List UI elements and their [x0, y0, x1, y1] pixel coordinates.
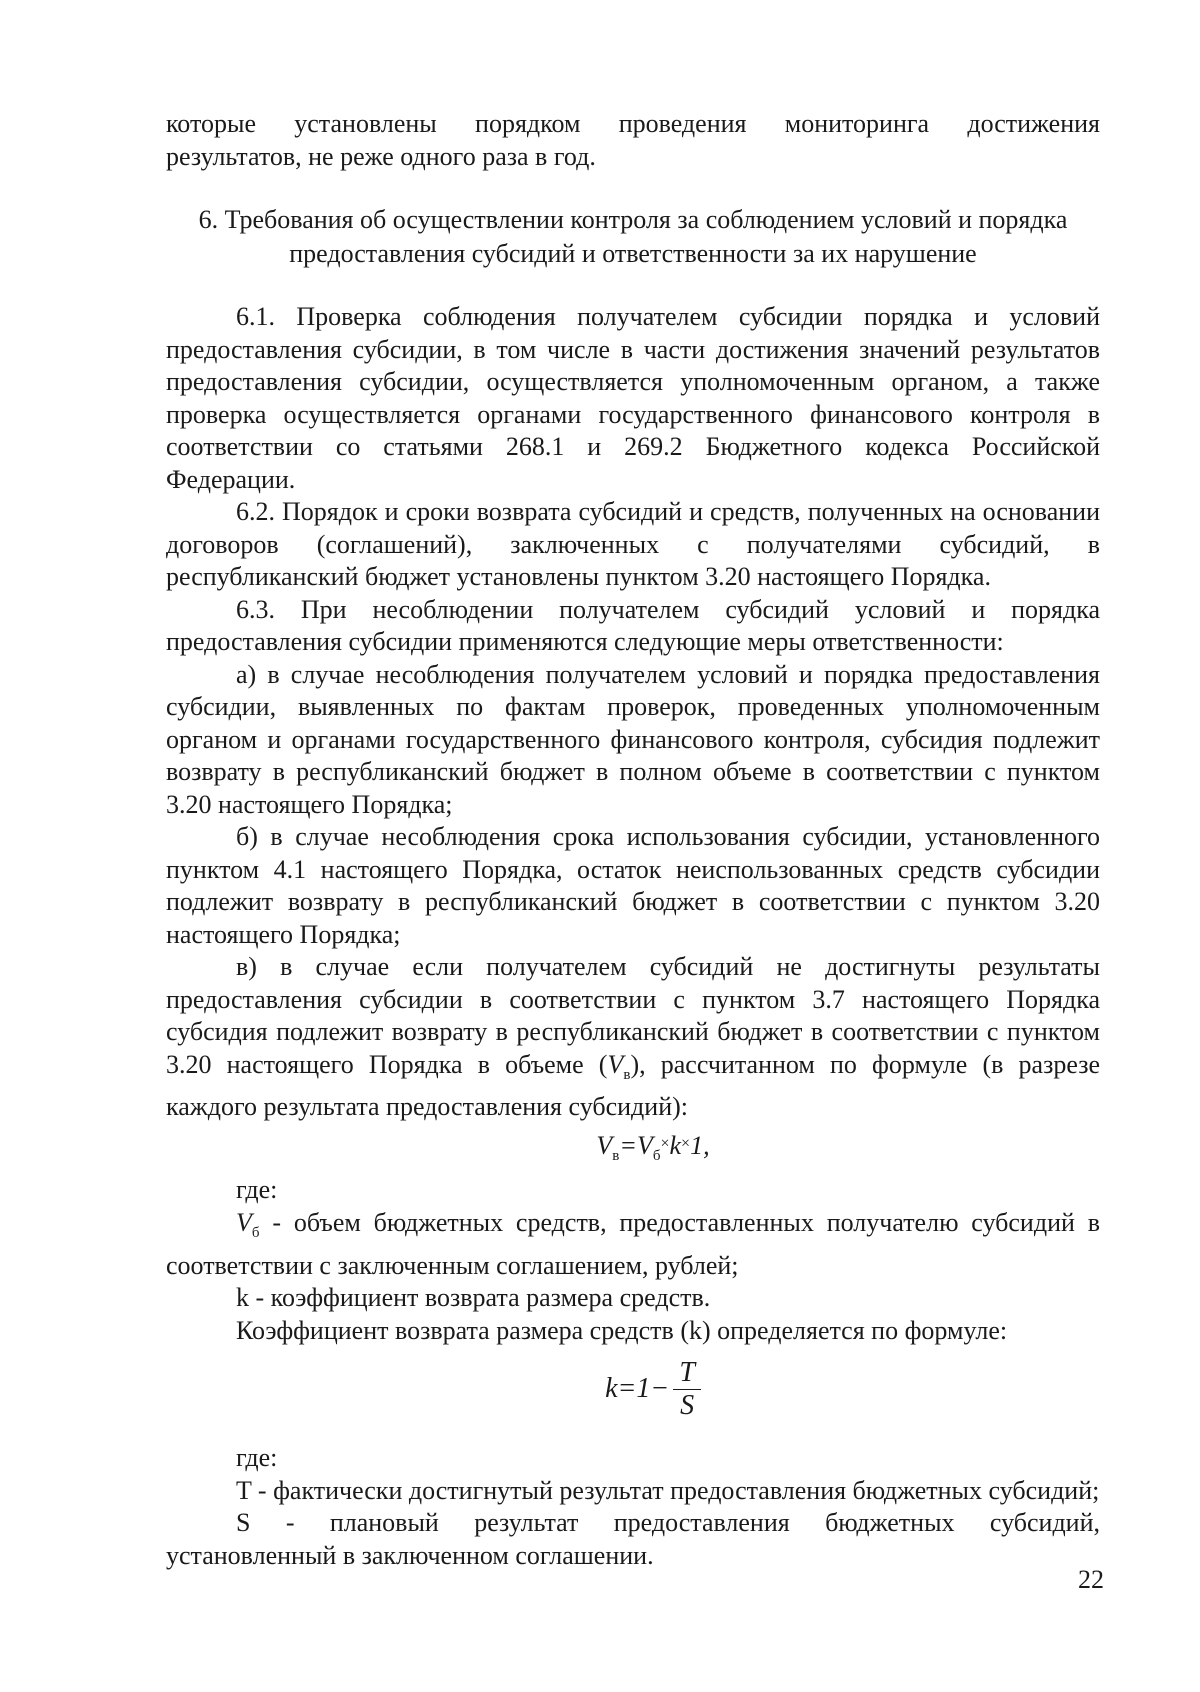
page-number: 22: [1078, 1565, 1104, 1594]
k-formula-intro: Коэффициент возврата размера средств (k) определяется по формуле:: [236, 1315, 1008, 1345]
k-formula: [166, 1357, 1100, 1422]
fraction-denominator: S: [680, 1390, 695, 1422]
section-heading: [166, 203, 1100, 271]
page-content: [166, 108, 1100, 1572]
vb-definition: [166, 1207, 1100, 1282]
paragraph-6-3-a: а) в случае несоблюдения получателем условий и порядка предоставления субсидии, выявленных по фактам проверок, проведенных уполномоченным органом и органами государственного финансового контроля, субсидия подлежит возврату в республиканский бюджет в полном объеме в соответствии с пунктом 3.20 настоящего Порядка;: [166, 659, 1100, 819]
paragraph-6-2: 6.2. Порядок и сроки возврата субсидий и средств, полученных на основании договоров (соглашений), заключенных с получателями субсидий, в республиканский бюджет установлены пунктом 3.20 настоящего Порядка.: [166, 497, 1100, 591]
intro-line-1: которые установлены порядком проведения мониторинга достижения: [166, 109, 1100, 138]
return-volume-formula: $V_в=V_б^\times k^\times 1$,: [596, 1130, 710, 1164]
paragraph-6-3-b: б) в случае несоблюдения срока использования субсидии, установленного пунктом 4.1 настоящего Порядка, остаток неиспользованных средств субсидии подлежит возврату в республиканский бюджет в соответствии с пунктом 3.20 настоящего Порядка;: [166, 822, 1100, 949]
paragraph-6-3: 6.3. При несоблюдении получателем субсидий условий и порядка предоставления субсидии применяются следующие меры ответственности:: [166, 594, 1100, 656]
k-definition: k - коэффициент возврата размера средств.: [236, 1283, 711, 1313]
vb-definition-text: - объем бюджетных средств, предоставленных получателю субсидий в соответствии с заключенным соглашением, рублей;: [166, 1207, 1100, 1280]
intro-line-2: результатов, не реже одного раза в год.: [166, 141, 596, 171]
k-formula-fraction: [673, 1357, 701, 1422]
s-definition: S - плановый результат предоставления бюджетных субсидий, установленный в заключенном соглашении.: [166, 1508, 1100, 1570]
paragraph-6-3-v-text: в) в случае если получателем субсидий не достигнуты результаты предоставления субсидии в соответствии с пунктом 3.7 настоящего Порядка субсидия подлежит возврату в республиканский бюджет в соответствии с пунктом 3.20 настоящего Порядка в объеме (: [166, 952, 1100, 1079]
vv-symbol-inline: $V_в$: [607, 1049, 631, 1083]
where-label-2: где:: [236, 1443, 278, 1473]
k-formula-lhs: k=1−: [605, 1373, 670, 1405]
paragraph-6-3-v-text-end: ), рассчитанном по формуле (в разрезе каждого результата предоставления субсидий):: [166, 1049, 1101, 1122]
paragraph-6-1: 6.1. Проверка соблюдения получателем субсидии порядка и условий предоставления субсидии, в том числе в части достижения значений результатов предоставления субсидии, осуществляется уполномоченным органом, а также проверка осуществляется органами государственного финансового контроля в соответствии со статьями 268.1 и 269.2 Бюджетного кодекса Российской Федерации.: [166, 302, 1100, 494]
paragraph-6-3-v: [166, 951, 1100, 1124]
fraction-numerator: T: [673, 1357, 701, 1390]
where-label-1: где:: [236, 1175, 278, 1205]
section-heading-line-2: предоставления субсидий и ответственности за их нарушение: [289, 239, 977, 268]
t-definition: T - фактически достигнутый результат предоставления бюджетных субсидий;: [236, 1475, 1100, 1505]
vb-symbol: $V_б$: [236, 1207, 260, 1242]
section-heading-line-1: 6. Требования об осуществлении контроля за соблюдением условий и порядка: [198, 205, 1068, 234]
